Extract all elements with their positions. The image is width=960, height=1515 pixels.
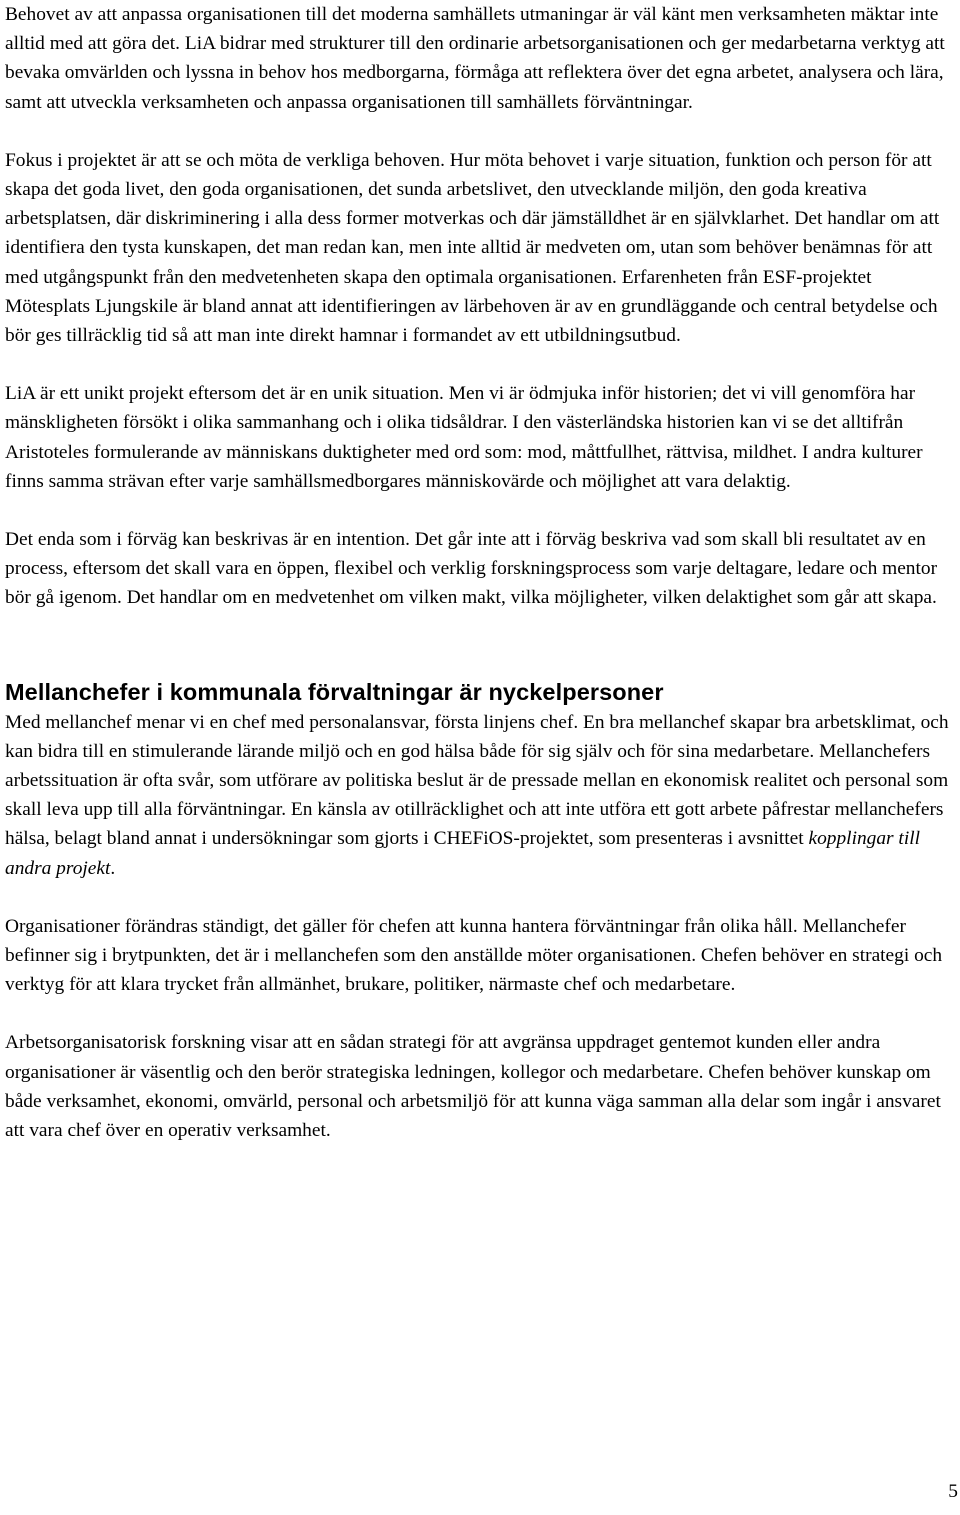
paragraph-focus: Fokus i projektet är att se och möta de verkliga behoven. Hur möta behovet i varje situation, funktion och person för att skapa det goda livet, den goda organisationen, det sunda arbetslivet, den utvecklande miljön, den goda kreativa arbetsplatsen, där diskriminering i alla dess former motverkas och där jämställdhet är en självklarhet. Det handlar om att identifiera den tysta kunskapen, det man redan kan, men inte alltid är medveten om, utan som behöver benämnas för att med utgångspunkt från den medvetenheten skapa den optimala organisationen. Erfarenheten från ESF-projektet Mötesplats Ljungskile är bland annat att identifieringen av lärbehoven är av en grundläggande och central betydelse och bör ges tillräcklig tid så att man inte direkt hamnar i formandet av ett utbildningsutbud.	[5, 149, 940, 347]
paragraph-unique-project: LiA är ett unikt projekt eftersom det är en unik situation. Men vi är ödmjuka inför historien; det vi vill genomföra har mänskligheten försökt i olika sammanhang och i olika tidsåldrar. I den västerländska historien kan vi se det alltifrån Aristoteles formulerande av människans duktigheter med ord som: mod, måttfullhet, rättvisa, mildhet. I andra kulturer finns samma strävan efter varje samhällsmedborgares människovärde och möjlighet att vara delaktig.	[5, 383, 923, 492]
section-gap	[5, 613, 957, 677]
section-heading: Mellanchefer i kommunala förvaltningar är nyckelpersoner	[5, 678, 664, 705]
paragraph-gap	[5, 117, 957, 146]
paragraph-organisations: Organisationer förändras ständigt, det gäller för chefen att kunna hantera förväntningar från olika håll. Mellanchefer befinner sig i brytpunkten, det är i mellanchefen som den anställde möter organisationen. Chefen behöver en strategi och verktyg för att klara trycket från allmänhet, brukare, politiker, närmaste chef och medarbetare.	[5, 915, 943, 996]
italic-reference: kopplingar till andra projekt	[5, 828, 920, 879]
paragraph-gap	[5, 999, 957, 1028]
page-number: 5	[948, 1481, 958, 1502]
paragraph-research: Arbetsorganisatorisk forskning visar att en sådan strategi för att avgränsa uppdraget gentemot kunden eller andra organisationer är väsentlig och den berör strategiska ledningen, kollegor och medarbetare. Chefen behöver kunskap om både verksamhet, ekonomi, omvärld, personal och arbetsmiljö för att kunna väga samman alla delar som ingår i ansvaret att vara chef över en operativ verksamhet.	[5, 1032, 941, 1142]
paragraph-gap	[5, 350, 957, 379]
paragraph-intro: Behovet av att anpassa organisationen till det moderna samhällets utmaningar är väl känt men verksamheten mäktar inte alltid med att göra det. LiA bidrar med strukturer till den ordinarie arbetsorganisationen och ger medarbetarna verktyg att bevaka omvärlden och lyssna in behov hos medborgarna, förmåga att reflektera över det egna arbetet, analysera och lära, samt att utveckla verksamheten och anpassa organisationen till samhällets förväntningar.	[5, 4, 945, 113]
paragraph-middle-managers	[5, 708, 957, 883]
document-page	[5, 0, 957, 1145]
paragraph-gap	[5, 496, 957, 525]
paragraph-text: Med mellanchef menar vi en chef med personalansvar, första linjens chef. En bra mellanchef skapar bra arbetsklimat, och kan bidra till en stimulerande lärande miljö och en god hälsa både för sig själv och för sina medarbetare. Mellanchefers arbetssituation är ofta svår, som utförare av politiska beslut är de pressade mellan en ekonomisk realitet och personal som skall leva upp till alla förväntningar. En känsla av otillräcklighet och att inte utföra ett gott arbete påfrestar mellanchefers hälsa, belagt bland annat i undersökningar som gjorts i CHEFiOS-projektet, som presenteras i avsnittet	[5, 711, 949, 850]
paragraph-end: .	[110, 857, 116, 879]
paragraph-intention: Det enda som i förväg kan beskrivas är en intention. Det går inte att i förväg beskriva vad som skall bli resultatet av en process, eftersom det skall vara en öppen, flexibel och verklig forskningsprocess som varje deltagare, ledare och mentor bör gå igenom. Det handlar om en medvetenhet om vilken makt, vilka möjligheter, vilken delaktighet som går att skapa.	[5, 529, 938, 609]
paragraph-gap	[5, 883, 957, 912]
